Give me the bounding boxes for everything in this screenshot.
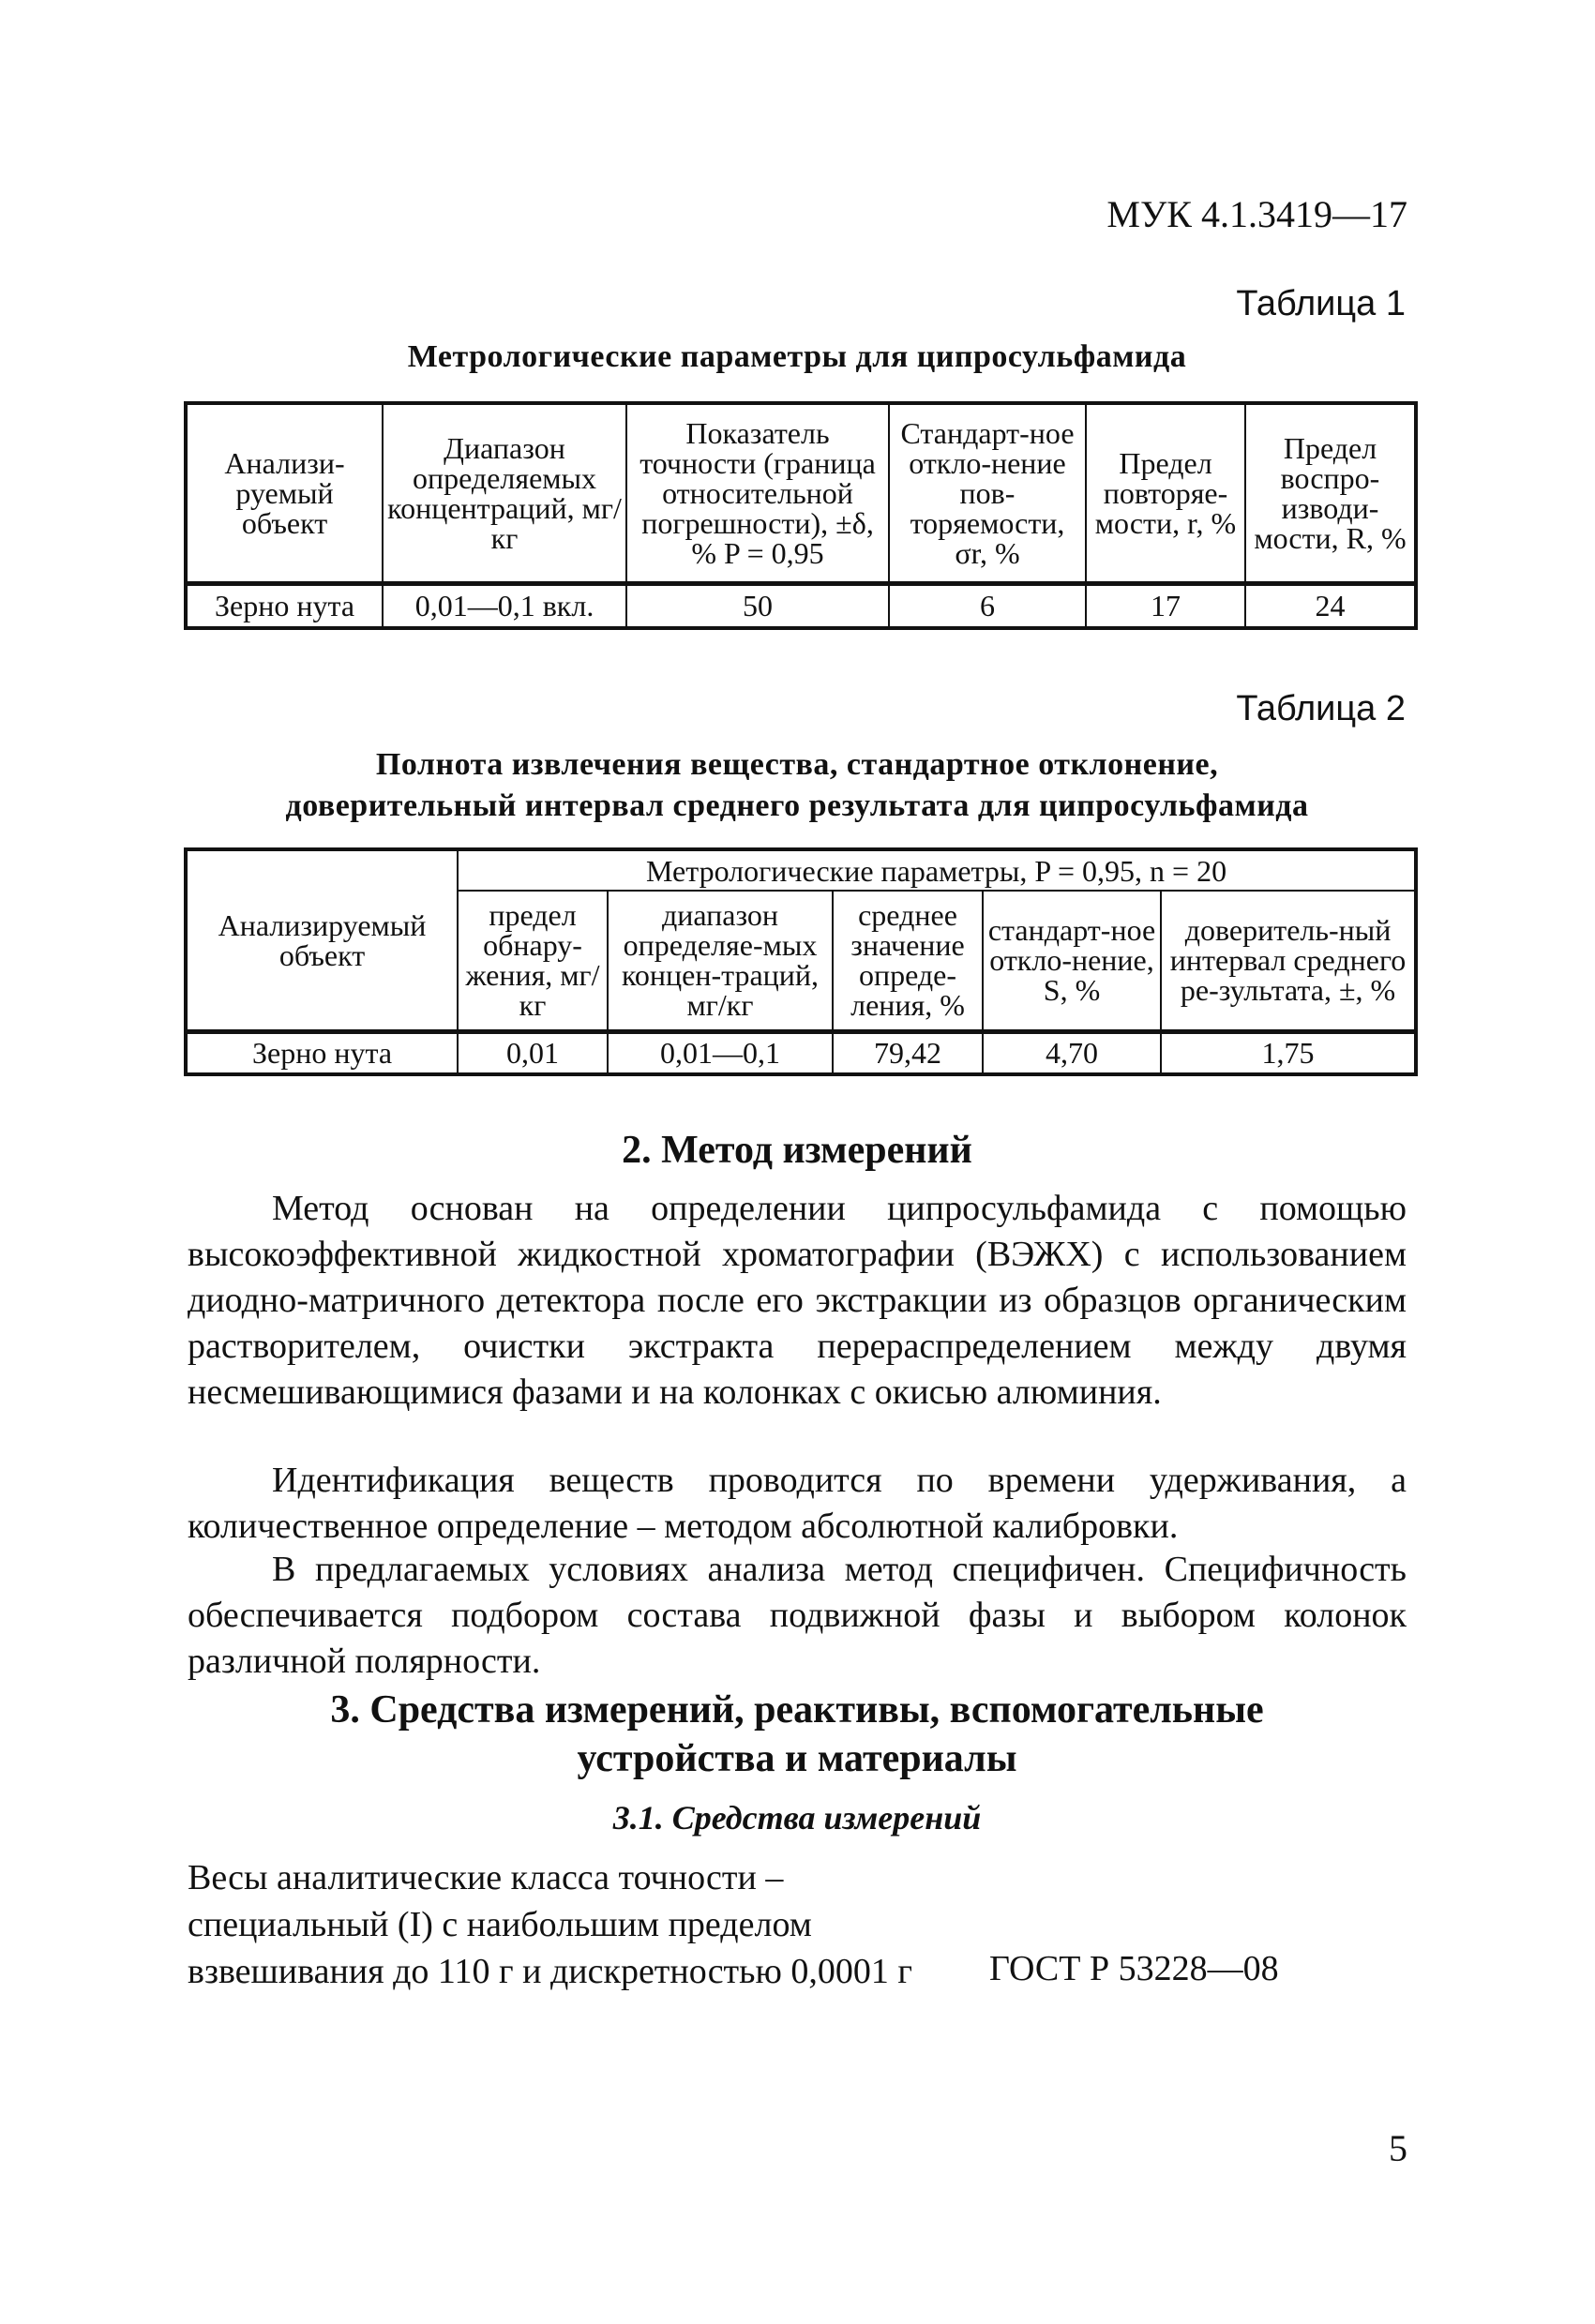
table2 xyxy=(184,847,1418,1076)
table1-cell: 24 xyxy=(1245,583,1416,628)
section2-paragraph xyxy=(188,1458,1407,1550)
table2-caption-line1: Полнота извлечения вещества, стандартное отклонение, xyxy=(375,747,1219,782)
paragraph-text: Метод основан на определении ципросульфамида с помощью высокоэффективной жидкостной хроматографии (ВЭЖХ) с использованием диодно-матричного детектора после его экстракции из образцов органическим растворителем, очистки экстракта перераспределением между двумя несмешивающимися фазами и на колонках с окисью алюминия. xyxy=(188,1189,1407,1412)
table1-cell: 50 xyxy=(626,583,889,628)
table2-cell: 79,42 xyxy=(833,1031,983,1074)
section2-paragraph xyxy=(188,1547,1407,1685)
table1-cell: 17 xyxy=(1086,583,1245,628)
section2-paragraph xyxy=(188,1186,1407,1416)
page-number: 5 xyxy=(1389,2127,1407,2169)
table2-cell: 0,01 xyxy=(458,1031,608,1074)
table1-header-cell: Показатель точности (граница относительной погрешности), ±δ, % P = 0,95 xyxy=(626,403,889,583)
table1-cell: 6 xyxy=(889,583,1086,628)
table2-header-cell: предел обнару-жения, мг/кг xyxy=(458,891,608,1031)
table1-label: Таблица 1 xyxy=(1236,284,1406,323)
table2-cell: 1,75 xyxy=(1161,1031,1416,1074)
equipment-item-text: Весы аналитические класса точности – специальный (I) с наибольшим пределом взвешивания до 110 г и дискретностью 0,0001 г xyxy=(188,1858,912,1991)
table-row xyxy=(186,1031,1416,1074)
table1-header-cell: Предел воспро-изводи-мости, R, % xyxy=(1245,403,1416,583)
table2-cell: 0,01—0,1 xyxy=(608,1031,833,1074)
table1-header-cell: Предел повторяе-мости, r, % xyxy=(1086,403,1245,583)
table-row xyxy=(186,583,1416,628)
section3-title-line2: устройства и материалы xyxy=(577,1737,1017,1780)
table1-header-cell: Диапазон определяемых концентраций, мг/кг xyxy=(383,403,626,583)
table1-caption: Метрологические параметры для ципросульфамида xyxy=(407,339,1187,374)
table1-cell: 0,01—0,1 вкл. xyxy=(383,583,626,628)
section3-title-line1: 3. Средства измерений, реактивы, вспомогательные xyxy=(330,1688,1264,1732)
paragraph-text: Идентификация веществ проводится по времени удерживания, а количественное определение – методом абсолютной калибровки. xyxy=(188,1461,1407,1546)
table2-cell: Зерно нута xyxy=(186,1031,458,1074)
section2-title: 2. Метод измерений xyxy=(622,1129,972,1172)
table2-header-cell: доверитель-ный интервал среднего ре-зультата, ±, % xyxy=(1161,891,1416,1031)
table2-group-header: Метрологические параметры, P = 0,95, n = 20 xyxy=(458,849,1416,891)
table2-cell: 4,70 xyxy=(983,1031,1161,1074)
section3-subtitle: 3.1. Средства измерений xyxy=(612,1799,982,1837)
paragraph-text: В предлагаемых условиях анализа метод специфичен. Специфичность обеспечивается подбором состава подвижной фазы и выбором колонок различной полярности. xyxy=(188,1550,1407,1681)
table1-header-cell: Стандарт-ное откло-нение пов-торяемости, σr, % xyxy=(889,403,1086,583)
table2-label: Таблица 2 xyxy=(1236,689,1406,728)
table2-header-cell: Анализируемый объект xyxy=(186,849,458,1031)
table2-header-cell: диапазон определяе-мых концен-траций, мг/кг xyxy=(608,891,833,1031)
table2-header-cell: стандарт-ное откло-нение, S, % xyxy=(983,891,1161,1031)
table1-cell: Зерно нута xyxy=(186,583,383,628)
table2-caption-line2: доверительный интервал среднего результата для ципросульфамида xyxy=(285,788,1309,823)
table2-group-row xyxy=(186,849,1416,891)
document-code: МУК 4.1.3419—17 xyxy=(1106,193,1407,235)
equipment-item-standard: ГОСТ Р 53228—08 xyxy=(989,1949,1279,1988)
table1 xyxy=(184,401,1418,630)
table1-header-row xyxy=(186,403,1416,583)
table2-header-cell: среднее значение опреде-ления, % xyxy=(833,891,983,1031)
table1-header-cell: Анализи-руемый объект xyxy=(186,403,383,583)
